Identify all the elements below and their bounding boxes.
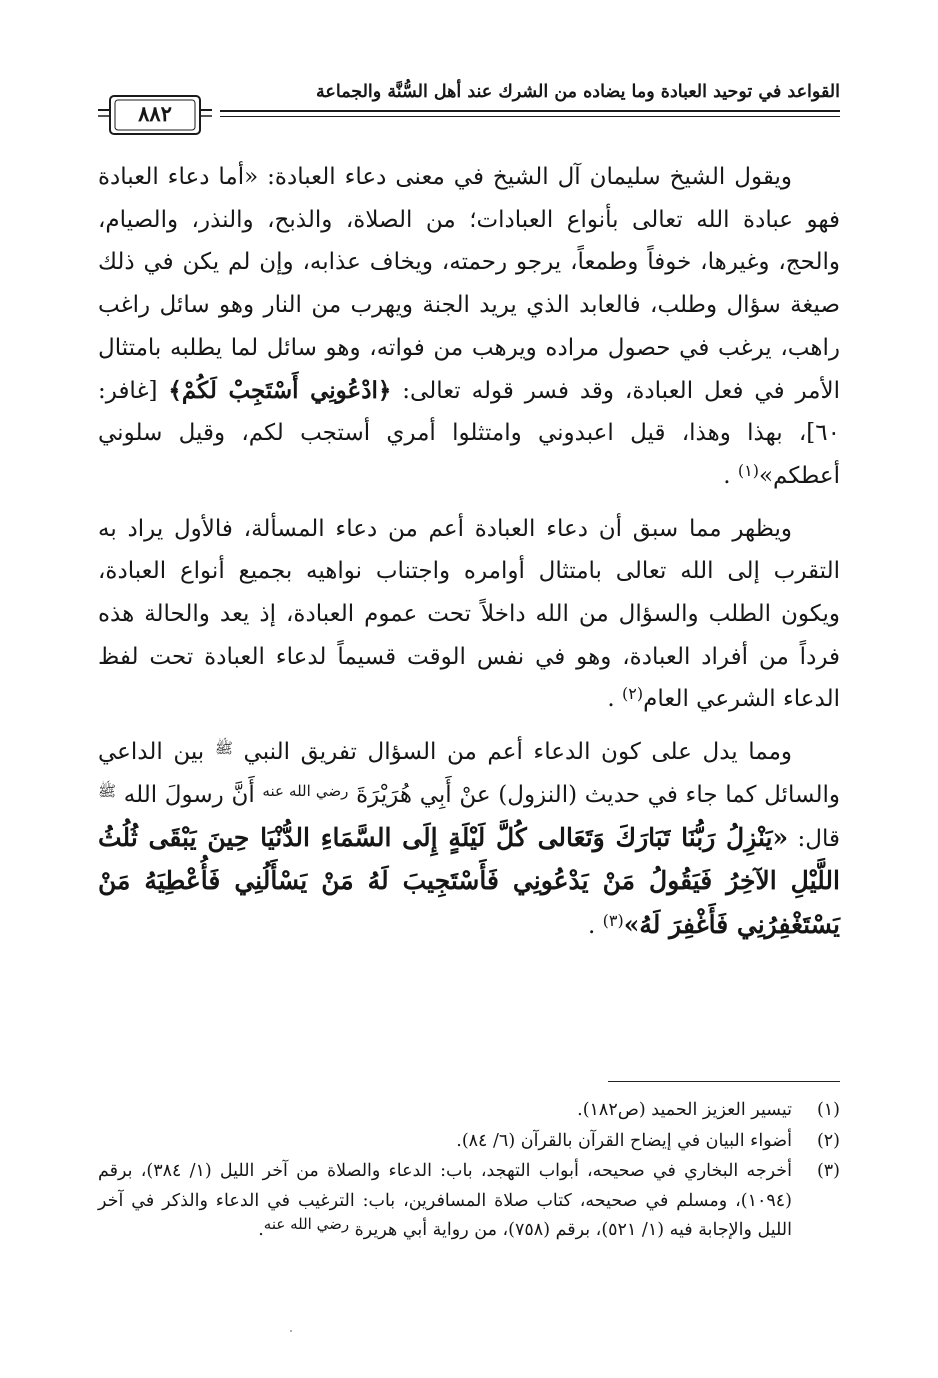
page-number: ٨٨٢ — [138, 101, 172, 126]
footnote-text: تيسير العزيز الحميد (ص١٨٢). — [577, 1100, 792, 1120]
footnote-text: أضواء البيان في إيضاح القرآن بالقرآن (٦/ ٨٤). — [456, 1130, 792, 1151]
text-run: [غافر: ٦٠]، بهذا وهذا، قيل اعبدوني وامتثلوا أمري أستجب لكم، وقيل سلوني أعطكم» — [98, 377, 840, 489]
footnote-ref: (٣) — [602, 910, 624, 930]
text-run: . — [723, 462, 731, 489]
footnote — [98, 1096, 840, 1126]
main-text — [98, 156, 840, 948]
paragraph — [98, 508, 840, 722]
footnote — [98, 1127, 840, 1157]
quran-verse: ﴿ادْعُونِي أَسْتَجِبْ لَكُمْ﴾ — [168, 376, 392, 404]
text-run: ويظهر مما سبق أن دعاء العبادة أعم من دعاء المسألة، فالأول يراد به التقرب إلى الله تعالى بامتثال أوامره واجتناب نواهيه بجميع أنواع العبادة، ويكون الطلب والسؤال من الله داخلاً تحت عموم العبادة، إذ يعد والحالة هذه فرداً من أفراد العبادة، وهو في نفس الوقت قسيماً لدعاء العبادة تحت لفظ الدعاء الشرعي العام — [98, 515, 840, 713]
text-run: بين الداعي والسائل كما جاء في حديث (النزول) عنْ أَبِي هُرَيْرَةَ — [98, 739, 840, 808]
page-header — [98, 78, 840, 140]
footnotes — [98, 1096, 840, 1246]
header-rule — [220, 110, 840, 112]
text-run: . — [607, 686, 615, 713]
paragraph — [98, 156, 840, 498]
footnote-ref: (١) — [737, 460, 759, 480]
footnote-separator — [608, 1081, 840, 1082]
page-number-frame — [98, 94, 212, 136]
honorific: رضي الله عنه — [263, 1215, 350, 1233]
text-run: ويقول الشيخ سليمان آل الشيخ في معنى دعاء العبادة: «أما دعاء العبادة فهو عبادة الله تعالى بأنواع العبادات؛ من الصلاة، والذبح، والنذر، والصيام، والحج، وغيرها، خوفاً وطمعاً، يرجو رحمته، ويخاف عذابه، وإن لم يكن في ذلك صيغة سؤال وطلب، فالعابد الذي يريد الجنة ويهرب من النار وهو سائل راغب راهب، يرغب في حصول مراده ويرهب من فواته، وهو سائل لما يطلبه بامتثال الأمر في فعل العبادة، وقد فسر قوله تعالى: — [98, 164, 840, 404]
honorific: ﷺ — [98, 781, 117, 800]
text-run: . — [588, 912, 596, 939]
text-run: ومما يدل على كون الدعاء أعم من السؤال تفريق النبي — [232, 739, 792, 766]
footnote-text: . — [258, 1220, 264, 1240]
footnote-number: (٢) — [816, 1130, 840, 1151]
hadith-text: «يَنْزِلُ رَبُّنَا تَبَارَكَ وَتَعَالى كُلَّ لَيْلَةٍ إِلَى السَّمَاءِ الدُّنْيَا حِينَ يَبْقَى ثُلُثُ اللَّيْلِ الآخِرُ فَيَقُولُ مَنْ يَدْعُونِي فَأَسْتَجِيبَ لَهُ مَنْ يَسْأَلُنِي فَأُعْطِيَهُ مَنْ يَسْتَغْفِرُنِي فَأَغْفِرَ لَهُ» — [98, 822, 840, 939]
footnote-ref: (٢) — [622, 684, 644, 704]
header-rule — [220, 116, 840, 117]
text-run: أَنَّ رسولَ الله — [116, 781, 263, 808]
honorific: رضي الله عنه — [262, 781, 349, 800]
text-run: قال: — [788, 825, 840, 852]
honorific: ﷺ — [214, 739, 233, 758]
scan-speck — [290, 1330, 292, 1332]
paragraph — [98, 731, 840, 948]
footnote-number: (٣) — [816, 1161, 840, 1181]
running-title: القواعد في توحيد العبادة وما يضاده من الشرك عند أهل السُّنَّة والجماعة — [316, 82, 840, 102]
footnote-number: (١) — [816, 1100, 840, 1120]
footnote-text: أخرجه البخاري في صحيحه، أبواب التهجد، باب: الدعاء والصلاة من آخر الليل (١/ ٣٨٤)، برقم (١٠٩٤)، ومسلم في صحيحه، كتاب صلاة المسافرين، باب: الترغيب في الدعاء والذكر في آخر الليل والإجابة فيه (١/ ٥٢١)، برقم (٧٥٨)، من رواية أبي هريرة — [98, 1161, 792, 1240]
footnote — [98, 1157, 840, 1246]
